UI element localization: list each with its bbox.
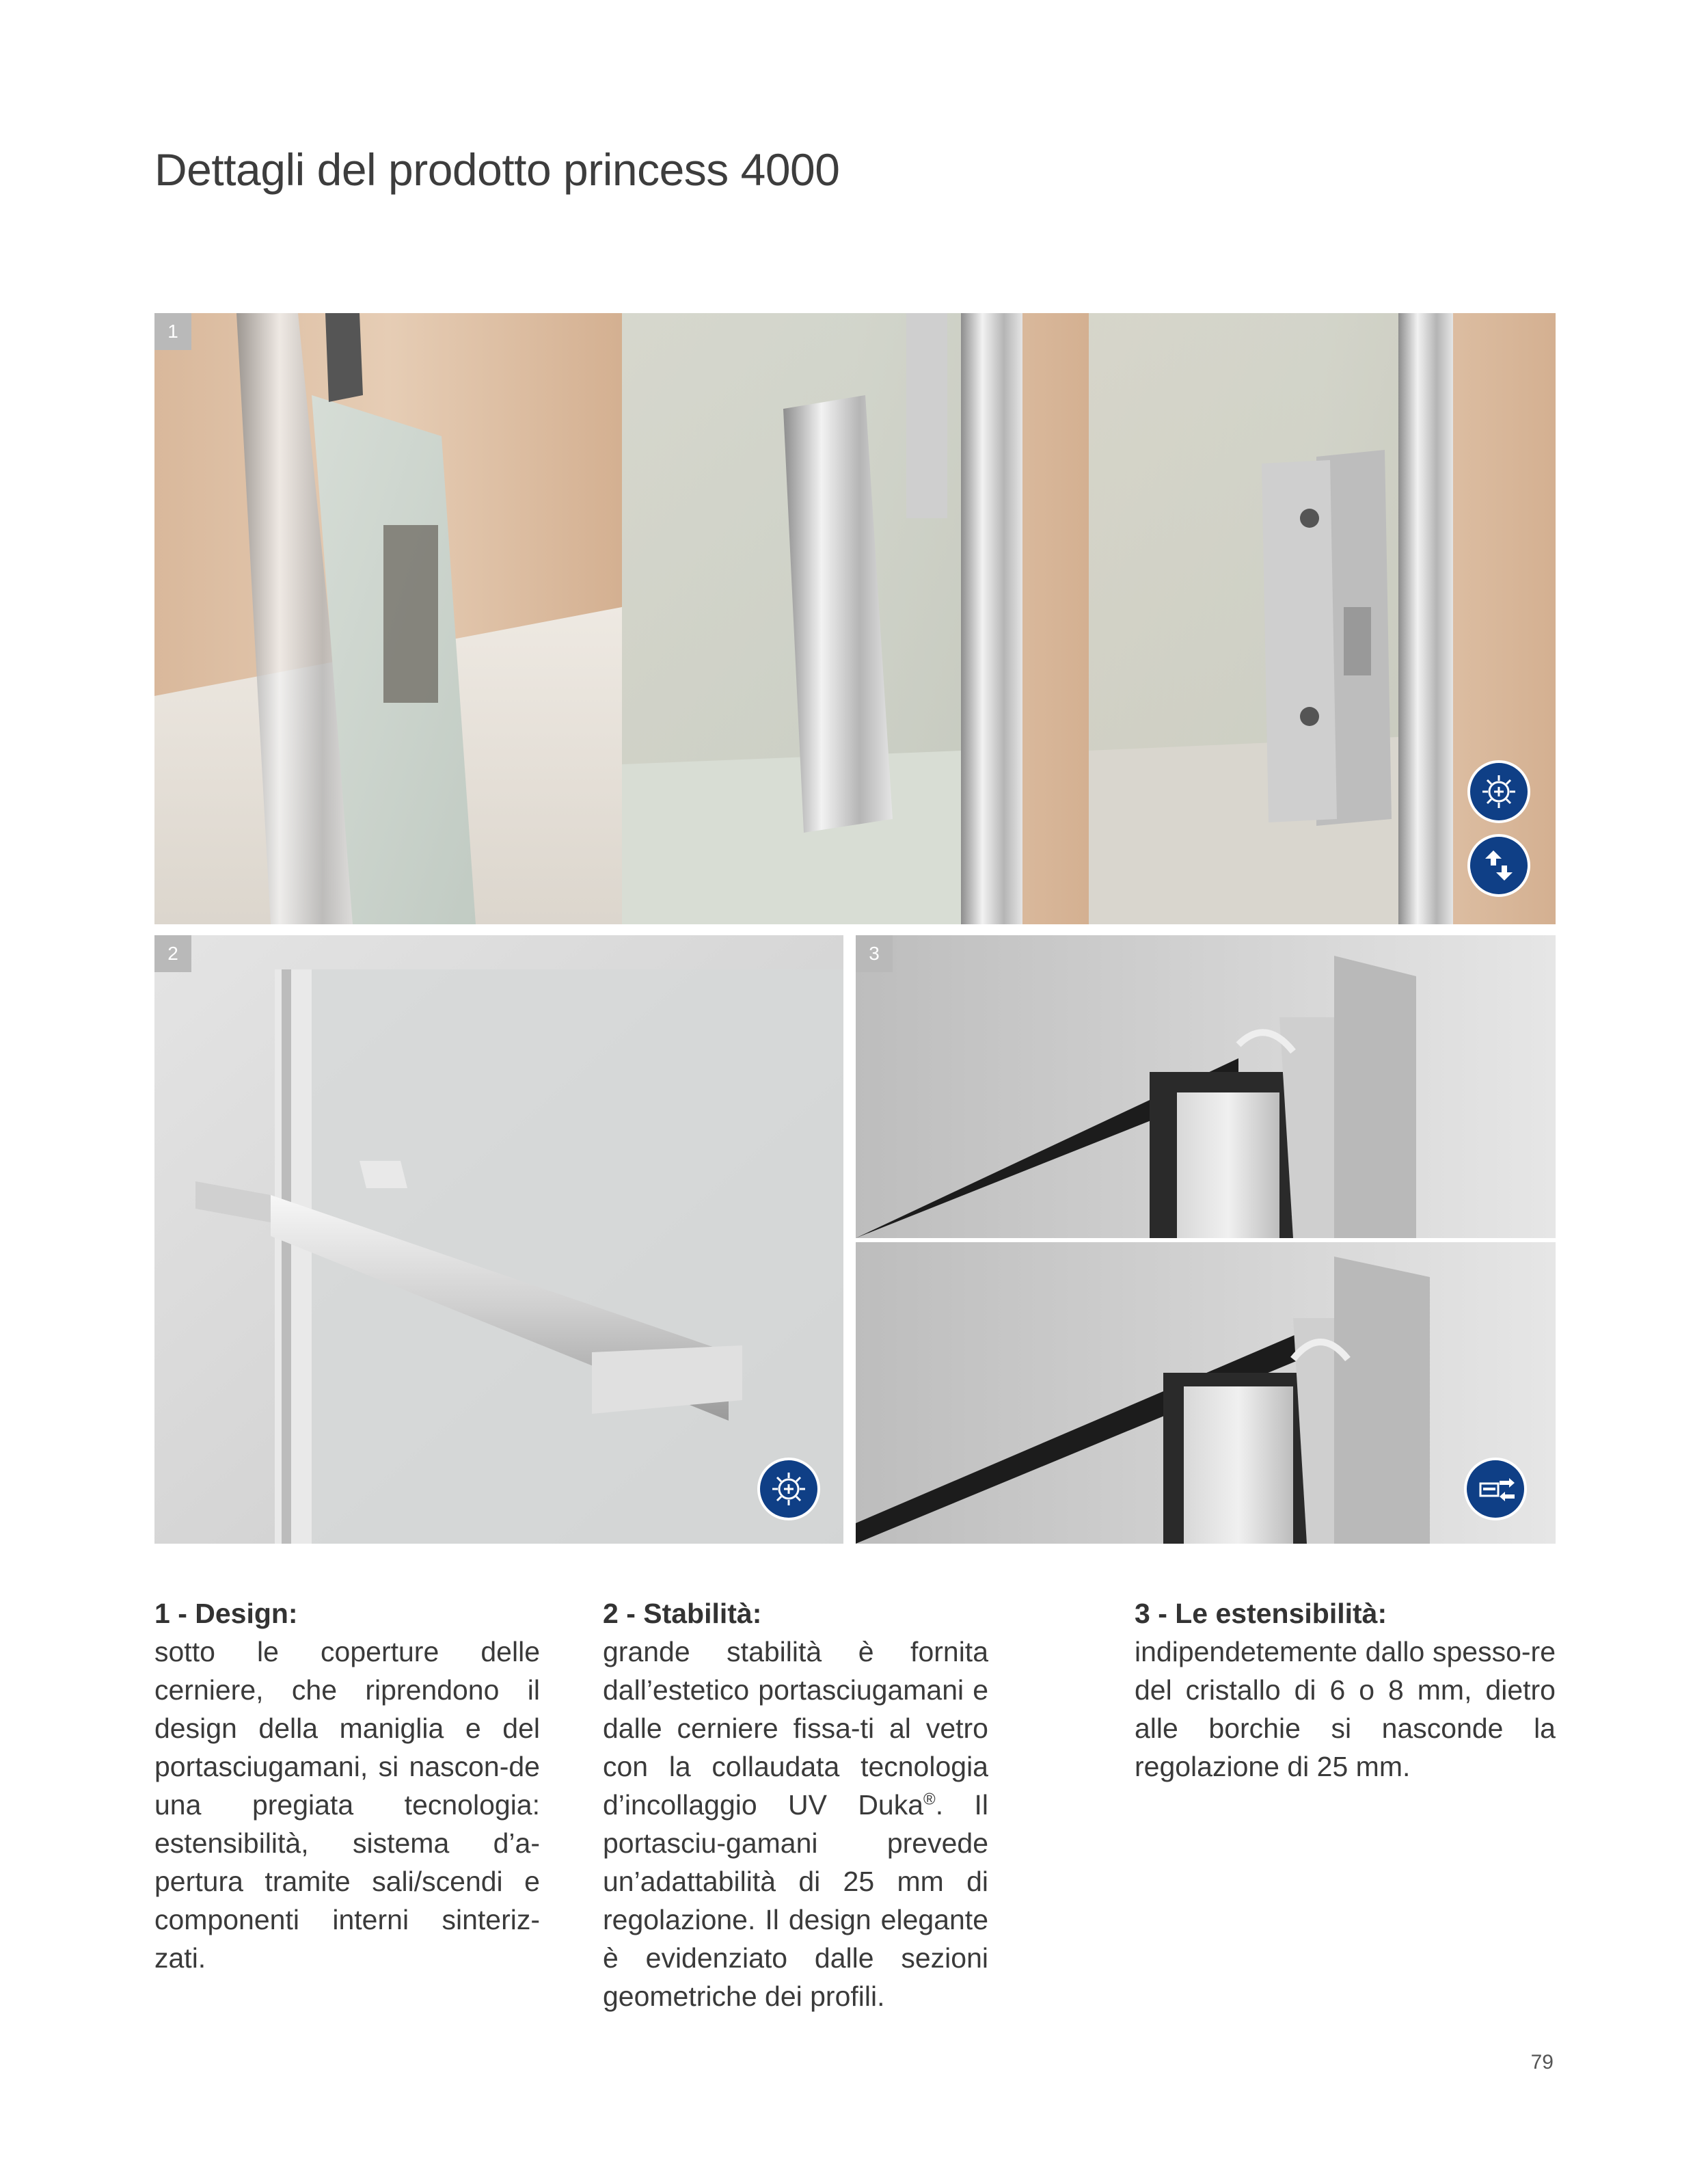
section-body: indipendetemente dallo spesso-re del cristallo di 6 o 8 mm, dietro alle borchie si nasconde la regolazione di 25 mm. [1135,1636,1556,1782]
section-heading: 2 - Stabilità: [603,1598,762,1629]
lift-lower-icon [1467,834,1530,897]
section-body-part: . Il portasciu-gamani prevede un’adattabilità di 25 mm di regolazione. Il design elegante è evidenziato dalle sezioni geometriche dei profili. [603,1789,988,2012]
section-design [154,1594,540,1977]
photo-number-badge: 2 [154,935,191,972]
photo-number-badge: 3 [856,935,893,972]
section-heading: 3 - Le estensibilità: [1135,1598,1387,1629]
page-number: 79 [1530,2051,1554,2074]
photo-1-hinge-details [154,313,1556,924]
adjustment-gear-icon [757,1458,820,1520]
section-heading: 1 - Design: [154,1598,298,1629]
photo-number-badge: 1 [154,313,191,350]
adjustment-gear-icon [1467,760,1530,823]
section-body [603,1633,988,2015]
section-stability [603,1594,988,2015]
photo-2-towel-bar [154,935,843,1544]
registered-mark: ® [923,1790,936,1809]
section-extensibility [1135,1594,1556,1786]
section-body: sotto le coperture delle cerniere, che riprendono il design della maniglia e del portasciugamani, si nascon-de una pregiata tecnologia: estensibilità, sistema d’a-pertura tramite sali/scendi e componenti interni sinteriz-zati. [154,1636,540,1974]
photo-3-wall-profile [856,935,1556,1544]
extension-arrows-icon [1464,1458,1527,1520]
page-title: Dettagli del prodotto princess 4000 [154,144,840,195]
section-body-part: grande stabilità è fornita dall’estetico portasciugamani e dalle cerniere fissa-ti al vetro con la collaudata tecnologia d’incollaggio UV Duka [603,1636,988,1821]
